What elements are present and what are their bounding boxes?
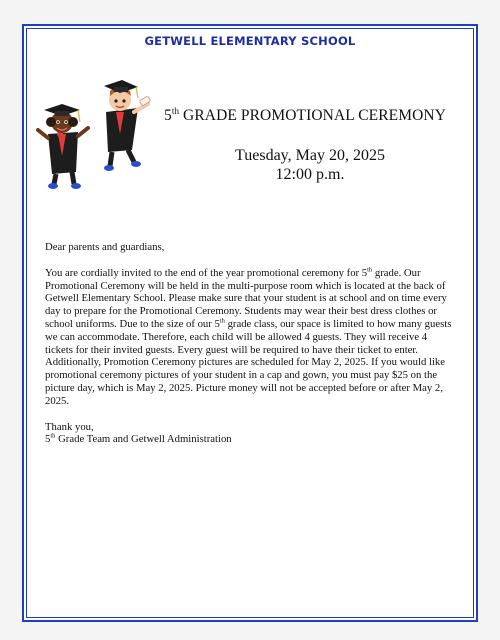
- paragraph-part-2: grade. Our Promotional Ceremony will be held in the multi-purpose room which is located at the back of Getwell Elementary School. Please make sure that your student is at school and on time every day to prepare for the Promotional Ceremony. Students may wear their best dress clothes or school uniforms. Due to the size of our 5: [45, 266, 447, 330]
- event-datetime: [170, 146, 450, 184]
- letter-greeting: Dear parents and guardians,: [45, 241, 165, 253]
- title-text: GRADE PROMOTIONAL CEREMONY: [179, 107, 446, 125]
- title-grade: 5: [164, 107, 172, 125]
- signature-text: Grade Team and Getwell Administration: [55, 433, 232, 446]
- signature-grade-suffix: th: [50, 432, 56, 440]
- paragraph-sup-1: th: [367, 266, 373, 274]
- letter-signature: [45, 433, 455, 446]
- letter-closing: Thank you,: [45, 420, 94, 433]
- letter-body: [45, 241, 455, 446]
- ceremony-title: [150, 106, 460, 125]
- school-name: GETWELL ELEMENTARY SCHOOL: [144, 34, 356, 48]
- paragraph-part-1: You are cordially invited to the end of the year promotional ceremony for 5: [45, 266, 368, 279]
- paragraph-sup-2: th: [219, 317, 225, 325]
- graduate-children-illustration: [34, 72, 154, 192]
- letter-paragraph: [45, 267, 455, 408]
- event-time: 12:00 p.m.: [275, 166, 345, 183]
- graduate-girl-figure: [38, 104, 88, 189]
- title-grade-suffix: th: [171, 106, 180, 116]
- paragraph-part-3: grade class, our space is limited to how many guests we can accommodate. Therefore, each child will be allowed 4 guests. They will receive 4 tickets for their invited guests. Every guest will be required to have their ticket to enter. Additionally, Promotion Ceremony pictures are scheduled for May 2, 2025. If you would like promotional ceremony pictures of your student in a cap and gown, you must pay $25 on the picture day, which is May 2, 2025. Picture money will not be accepted before or after May 2, 2025.: [45, 317, 452, 407]
- event-date: Tuesday, May 20, 2025: [235, 147, 385, 164]
- signature-grade: 5: [45, 433, 51, 446]
- graduate-boy-figure: [104, 80, 151, 171]
